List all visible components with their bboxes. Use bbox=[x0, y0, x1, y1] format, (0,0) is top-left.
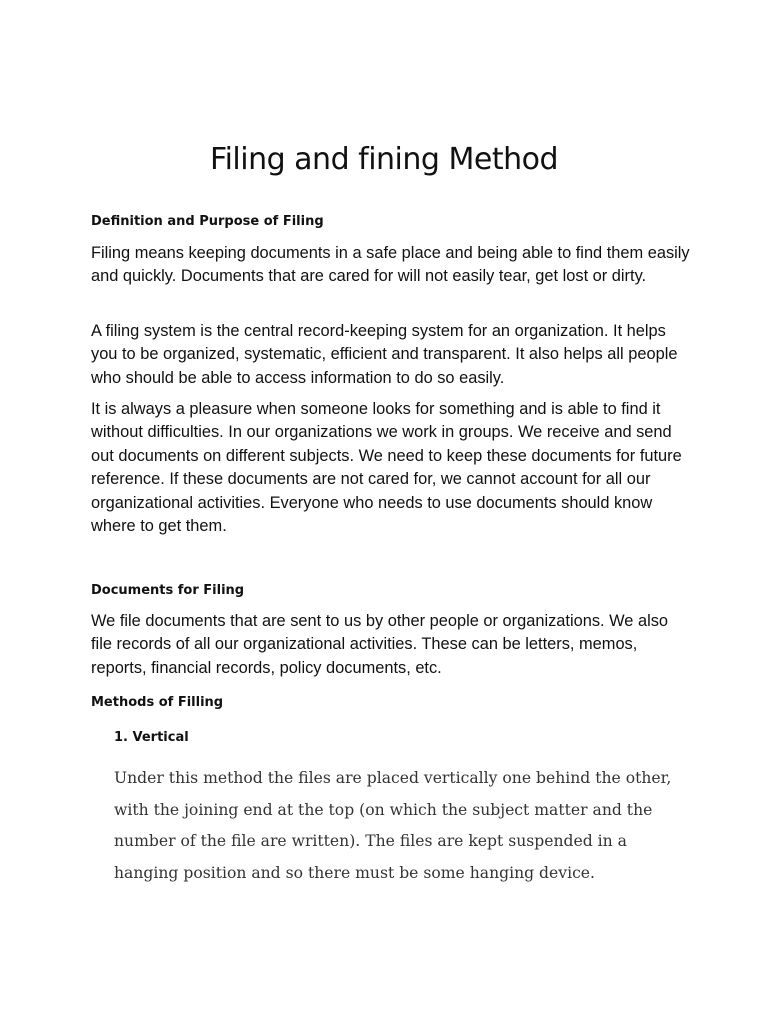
section-heading-documents: Documents for Filing bbox=[91, 583, 245, 598]
section-heading-definition: Definition and Purpose of Filing bbox=[91, 214, 324, 229]
section-heading-methods: Methods of Filling bbox=[91, 695, 224, 710]
paragraph-definition-3: It is always a pleasure when someone looks for something and is able to find it without difficulties. In our organizations we work in groups. We receive and send out documents on different subjects. We need to keep these documents for future reference. If these documents are not cared for, we cannot account for all our organizational activities. Everyone who needs to use documents should know where to get them. bbox=[91, 400, 682, 536]
document-title: Filing and fining Method bbox=[210, 142, 558, 177]
paragraph-definition-2: A filing system is the central record-keeping system for an organization. It helps you to be organized, systematic, efficient and transparent. It also helps all people who should be able to access information to do so easily. bbox=[91, 322, 678, 387]
list-item-label-vertical: 1. Vertical bbox=[114, 730, 189, 745]
paragraph-vertical-method: Under this method the files are placed vertically one behind the other, with the joining end at the top (on which the subject matter and the number of the file are written). The files are kept suspended in a hanging position and so there must be some hanging device. bbox=[114, 769, 672, 882]
paragraph-documents-1: We file documents that are sent to us by other people or organizations. We also file records of all our organizational activities. These can be letters, memos, reports, financial records, policy documents, etc. bbox=[91, 612, 669, 677]
paragraph-definition-1: Filing means keeping documents in a safe place and being able to find them easily and quickly. Documents that are cared for will not easily tear, get lost or dirty. bbox=[91, 244, 690, 286]
